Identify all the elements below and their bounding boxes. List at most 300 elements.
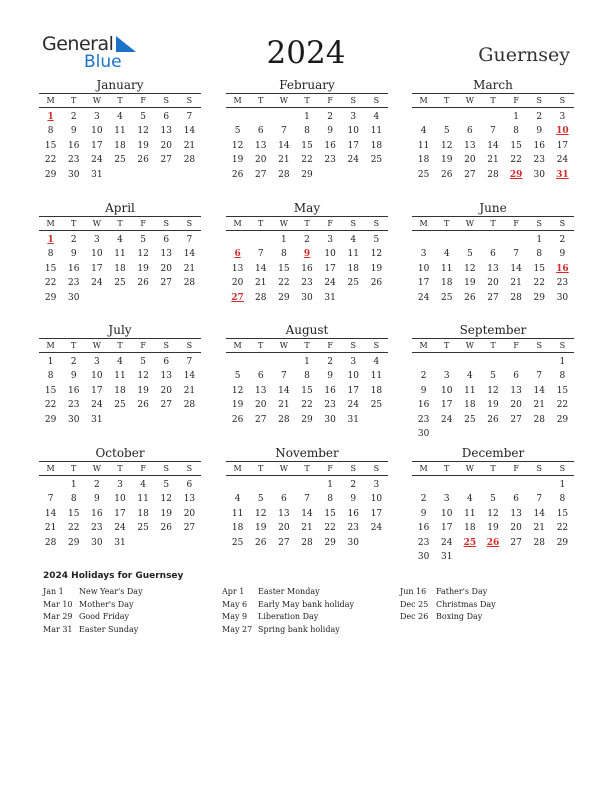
empty-cell xyxy=(249,110,272,124)
weekday-label: S xyxy=(350,341,357,350)
days-grid xyxy=(412,478,574,564)
logo-blue-text: Blue xyxy=(84,52,122,72)
weekday-label: T xyxy=(71,96,77,105)
day-cell: 11 xyxy=(114,249,126,260)
day-cell: 7 xyxy=(280,371,287,382)
day-cell: 8 xyxy=(70,494,77,505)
day-cell: 12 xyxy=(137,126,149,137)
day-cell: 16 xyxy=(91,508,103,519)
day-cell: 29 xyxy=(44,414,57,425)
day-cell: 30 xyxy=(67,292,80,303)
day-cell: 23 xyxy=(417,414,430,425)
holiday-name: Boxing Day xyxy=(436,612,483,621)
day-cell: 12 xyxy=(254,508,267,519)
weekday-label: F xyxy=(327,341,333,350)
day-cell: 30 xyxy=(67,414,80,425)
month-title: July xyxy=(108,323,132,337)
day-cell: 2 xyxy=(70,357,77,367)
day-cell: 3 xyxy=(350,357,357,367)
holiday-date: May 6 xyxy=(222,599,248,609)
month-march xyxy=(412,78,574,182)
month-title: October xyxy=(95,446,145,460)
day-cell: 17 xyxy=(114,508,126,519)
weekday-label: T xyxy=(444,96,450,105)
day-cell: 26 xyxy=(160,523,172,534)
day-cell: 7 xyxy=(304,494,310,505)
day-cell: 6 xyxy=(163,112,170,122)
month-title: February xyxy=(279,78,335,92)
day-cell: 4 xyxy=(466,371,473,382)
day-cell: 28 xyxy=(510,292,522,303)
day-cell: 25 xyxy=(370,400,383,411)
weekday-label: T xyxy=(258,96,264,105)
day-cell: 10 xyxy=(91,249,103,260)
weekday-label: S xyxy=(163,219,170,228)
day-cell: 4 xyxy=(117,357,123,367)
month-july xyxy=(39,323,201,427)
holiday-item xyxy=(222,624,354,637)
weekday-label: S xyxy=(350,219,357,228)
day-cell: 13 xyxy=(183,494,196,505)
day-cell: 15 xyxy=(324,508,336,519)
day-cell: 21 xyxy=(533,400,545,411)
day-cell: 15 xyxy=(556,385,569,396)
weekday-header xyxy=(226,461,388,476)
empty-cell xyxy=(505,478,528,492)
day-cell: 8 xyxy=(559,371,566,382)
day-cell: 9 xyxy=(327,371,333,382)
day-cell: 9 xyxy=(559,249,566,260)
day-cell: 19 xyxy=(464,278,476,289)
day-cell: 31 xyxy=(347,414,359,425)
holiday-name: Easter Monday xyxy=(258,587,320,596)
weekday-label: F xyxy=(513,219,519,228)
empty-cell xyxy=(458,233,481,247)
empty-cell xyxy=(249,233,272,247)
weekday-header xyxy=(412,461,574,476)
day-cell: 25 xyxy=(370,155,383,166)
day-cell: 15 xyxy=(510,140,522,151)
empty-cell xyxy=(481,355,504,369)
holiday-date: Mar 10 xyxy=(43,599,73,609)
day-cell: 22 xyxy=(301,400,313,411)
day-cell: 3 xyxy=(443,494,450,505)
weekday-label: T xyxy=(490,464,496,473)
day-cell: 13 xyxy=(160,249,172,260)
day-cell: 5 xyxy=(443,126,450,137)
day-cell: 1 xyxy=(513,112,519,122)
day-cell: 24 xyxy=(417,292,430,303)
weekday-label: M xyxy=(419,464,428,473)
day-cell: 22 xyxy=(44,155,57,166)
holiday-day-cell: 9 xyxy=(303,249,311,260)
day-cell: 22 xyxy=(44,278,57,289)
empty-cell xyxy=(412,478,435,492)
empty-cell xyxy=(435,110,458,124)
day-cell: 24 xyxy=(440,537,453,548)
day-cell: 28 xyxy=(487,169,499,180)
holiday-item xyxy=(43,586,143,599)
holiday-name: Mother's Day xyxy=(79,599,134,609)
day-cell: 25 xyxy=(114,278,126,289)
day-cell: 30 xyxy=(91,537,103,548)
holiday-name: Easter Sunday xyxy=(79,624,139,634)
day-cell: 23 xyxy=(91,523,103,534)
day-cell: 22 xyxy=(556,400,569,411)
days-grid xyxy=(226,355,388,427)
day-cell: 12 xyxy=(137,371,149,382)
day-cell: 12 xyxy=(370,249,383,260)
day-cell: 18 xyxy=(231,523,244,534)
day-cell: 28 xyxy=(533,537,545,548)
day-cell: 10 xyxy=(370,494,383,505)
weekday-label: T xyxy=(490,96,496,105)
weekday-label: T xyxy=(258,341,264,350)
day-cell: 4 xyxy=(234,494,241,505)
weekday-label: T xyxy=(304,464,310,473)
day-cell: 20 xyxy=(160,263,172,274)
day-cell: 31 xyxy=(91,414,103,425)
day-cell: 16 xyxy=(417,523,430,534)
day-cell: 13 xyxy=(510,385,522,396)
days-grid xyxy=(412,355,574,441)
weekday-label: T xyxy=(258,464,264,473)
weekday-header xyxy=(39,338,201,353)
day-cell: 4 xyxy=(117,235,123,245)
day-cell: 3 xyxy=(327,235,333,245)
day-cell: 21 xyxy=(278,155,290,166)
day-cell: 11 xyxy=(370,126,383,137)
day-cell: 16 xyxy=(67,140,80,151)
weekday-header xyxy=(226,93,388,108)
month-title: November xyxy=(275,446,339,460)
day-cell: 3 xyxy=(93,357,100,367)
day-cell: 19 xyxy=(370,263,383,274)
day-cell: 4 xyxy=(466,494,473,505)
day-cell: 5 xyxy=(466,249,473,260)
days-grid xyxy=(226,233,388,305)
holiday-day-cell: 29 xyxy=(509,169,523,180)
holiday-item xyxy=(222,599,354,612)
day-cell: 16 xyxy=(417,400,430,411)
day-cell: 1 xyxy=(47,357,54,367)
holiday-column xyxy=(400,586,496,624)
day-cell: 25 xyxy=(440,292,453,303)
day-cell: 1 xyxy=(304,357,310,367)
logo-general-text: General xyxy=(42,33,114,55)
day-cell: 19 xyxy=(487,523,499,534)
day-cell: 25 xyxy=(417,169,430,180)
weekday-label: S xyxy=(536,96,543,105)
day-cell: 24 xyxy=(556,155,569,166)
day-cell: 2 xyxy=(327,357,333,367)
day-cell: 20 xyxy=(510,523,522,534)
weekday-label: T xyxy=(444,464,450,473)
day-cell: 6 xyxy=(186,480,193,490)
day-cell: 29 xyxy=(324,537,336,548)
day-cell: 29 xyxy=(556,414,569,425)
day-cell: 29 xyxy=(278,292,290,303)
month-january xyxy=(39,78,201,182)
holiday-day-cell: 1 xyxy=(47,112,54,122)
holidays-title: 2024 Holidays for Guernsey xyxy=(43,571,184,581)
weekday-label: T xyxy=(304,341,310,350)
day-cell: 24 xyxy=(114,523,126,534)
day-cell: 19 xyxy=(137,140,149,151)
empty-cell xyxy=(458,355,481,369)
day-cell: 26 xyxy=(137,400,149,411)
empty-cell xyxy=(481,233,504,247)
day-cell: 13 xyxy=(510,508,522,519)
day-cell: 22 xyxy=(44,400,57,411)
weekday-label: S xyxy=(186,219,193,228)
day-cell: 11 xyxy=(440,263,453,274)
day-cell: 14 xyxy=(183,249,196,260)
day-cell: 23 xyxy=(67,400,80,411)
empty-cell xyxy=(226,110,249,124)
day-cell: 23 xyxy=(324,155,336,166)
day-cell: 27 xyxy=(160,400,172,411)
empty-cell xyxy=(481,478,504,492)
day-cell: 7 xyxy=(536,371,543,382)
holiday-day-cell: 26 xyxy=(486,537,500,548)
empty-cell xyxy=(505,355,528,369)
month-december xyxy=(412,446,574,564)
day-cell: 21 xyxy=(301,523,313,534)
day-cell: 13 xyxy=(278,508,290,519)
weekday-label: M xyxy=(46,219,55,228)
weekday-label: S xyxy=(186,96,193,105)
day-cell: 23 xyxy=(533,155,545,166)
weekday-label: S xyxy=(350,96,357,105)
weekday-label: S xyxy=(186,464,193,473)
weekday-label: T xyxy=(490,219,496,228)
weekday-label: M xyxy=(233,341,242,350)
days-grid xyxy=(226,478,388,550)
day-cell: 14 xyxy=(254,263,267,274)
month-title: March xyxy=(473,78,513,92)
day-cell: 10 xyxy=(324,249,336,260)
empty-cell xyxy=(435,478,458,492)
day-cell: 17 xyxy=(324,263,336,274)
day-cell: 10 xyxy=(440,385,453,396)
weekday-label: T xyxy=(117,341,123,350)
day-cell: 17 xyxy=(91,385,103,396)
day-cell: 20 xyxy=(254,400,267,411)
day-cell: 3 xyxy=(559,112,566,122)
day-cell: 15 xyxy=(301,140,313,151)
empty-cell xyxy=(412,110,435,124)
day-cell: 17 xyxy=(556,140,569,151)
day-cell: 24 xyxy=(440,414,453,425)
day-cell: 19 xyxy=(231,400,244,411)
month-june xyxy=(412,201,574,305)
day-cell: 14 xyxy=(183,126,196,137)
day-cell: 24 xyxy=(347,155,359,166)
weekday-label: F xyxy=(513,96,519,105)
day-cell: 13 xyxy=(487,263,499,274)
day-cell: 25 xyxy=(114,400,126,411)
day-cell: 8 xyxy=(513,126,519,137)
day-cell: 7 xyxy=(186,235,193,245)
country-name: Guernsey xyxy=(478,44,570,66)
weekday-label: M xyxy=(419,219,428,228)
day-cell: 7 xyxy=(536,494,543,505)
holiday-date: Jun 16 xyxy=(400,587,427,596)
day-cell: 9 xyxy=(70,126,77,137)
day-cell: 15 xyxy=(278,263,290,274)
day-cell: 25 xyxy=(114,155,126,166)
day-cell: 29 xyxy=(44,292,57,303)
day-cell: 31 xyxy=(91,169,103,180)
day-cell: 26 xyxy=(231,169,244,180)
day-cell: 13 xyxy=(254,385,267,396)
day-cell: 31 xyxy=(324,292,336,303)
holiday-day-cell: 1 xyxy=(47,235,54,245)
day-cell: 31 xyxy=(114,537,126,548)
day-cell: 10 xyxy=(347,371,359,382)
day-cell: 22 xyxy=(67,523,80,534)
weekday-label: F xyxy=(327,219,333,228)
day-cell: 19 xyxy=(231,155,244,166)
day-cell: 25 xyxy=(464,414,476,425)
days-grid xyxy=(39,110,201,182)
day-cell: 2 xyxy=(70,112,77,122)
holiday-date: May 27 xyxy=(222,624,253,634)
weekday-label: F xyxy=(327,96,333,105)
empty-cell xyxy=(39,478,62,492)
holiday-name: Early May bank holiday xyxy=(258,599,355,609)
day-cell: 2 xyxy=(70,235,77,245)
day-cell: 26 xyxy=(137,155,149,166)
day-cell: 19 xyxy=(440,155,453,166)
day-cell: 21 xyxy=(510,278,522,289)
day-cell: 22 xyxy=(510,155,522,166)
day-cell: 1 xyxy=(536,235,543,245)
day-cell: 8 xyxy=(536,249,543,260)
weekday-label: W xyxy=(92,96,101,105)
weekday-label: T xyxy=(304,96,310,105)
day-cell: 1 xyxy=(327,480,333,490)
month-november xyxy=(226,446,388,550)
empty-cell xyxy=(505,233,528,247)
day-cell: 9 xyxy=(350,494,357,505)
days-grid xyxy=(39,478,201,550)
day-cell: 29 xyxy=(533,292,545,303)
day-cell: 30 xyxy=(67,169,80,180)
holiday-name: Spring bank holiday xyxy=(258,624,340,634)
day-cell: 5 xyxy=(140,357,146,367)
weekday-label: S xyxy=(373,341,380,350)
day-cell: 21 xyxy=(533,523,545,534)
holiday-date: Dec 25 xyxy=(400,599,429,609)
weekday-label: W xyxy=(465,96,474,105)
days-grid xyxy=(412,233,574,305)
day-cell: 2 xyxy=(559,235,566,245)
weekday-label: T xyxy=(258,219,264,228)
day-cell: 27 xyxy=(160,155,172,166)
holiday-day-cell: 31 xyxy=(556,169,569,180)
holiday-column xyxy=(43,586,143,636)
day-cell: 9 xyxy=(536,126,543,137)
holiday-name: Father's Day xyxy=(436,587,488,596)
weekday-label: S xyxy=(536,464,543,473)
holiday-date: Dec 26 xyxy=(400,612,429,621)
day-cell: 24 xyxy=(91,400,103,411)
day-cell: 21 xyxy=(487,155,499,166)
day-cell: 12 xyxy=(231,385,244,396)
weekday-label: M xyxy=(233,464,242,473)
weekday-label: W xyxy=(92,219,101,228)
day-cell: 6 xyxy=(466,126,473,137)
weekday-label: M xyxy=(46,341,55,350)
day-cell: 16 xyxy=(324,385,336,396)
weekday-label: S xyxy=(559,219,566,228)
day-cell: 1 xyxy=(559,357,566,367)
holiday-name: Liberation Day xyxy=(258,612,319,621)
day-cell: 5 xyxy=(257,494,264,505)
holiday-item xyxy=(222,586,354,599)
day-cell: 30 xyxy=(324,414,336,425)
day-cell: 18 xyxy=(114,140,126,151)
day-cell: 12 xyxy=(487,385,499,396)
empty-cell xyxy=(458,478,481,492)
day-cell: 8 xyxy=(280,249,287,260)
day-cell: 4 xyxy=(140,480,146,490)
day-cell: 17 xyxy=(347,385,359,396)
day-cell: 14 xyxy=(183,371,196,382)
day-cell: 7 xyxy=(280,126,287,137)
weekday-label: F xyxy=(140,464,146,473)
day-cell: 8 xyxy=(304,371,310,382)
day-cell: 27 xyxy=(254,414,267,425)
holiday-column xyxy=(222,586,354,636)
day-cell: 6 xyxy=(257,126,264,137)
weekday-header xyxy=(412,338,574,353)
weekday-label: T xyxy=(444,341,450,350)
day-cell: 8 xyxy=(327,494,333,505)
day-cell: 18 xyxy=(114,385,126,396)
holiday-item xyxy=(400,586,496,599)
empty-cell xyxy=(226,478,249,492)
day-cell: 27 xyxy=(183,523,196,534)
day-cell: 20 xyxy=(231,278,244,289)
day-cell: 10 xyxy=(417,263,430,274)
day-cell: 3 xyxy=(420,249,427,260)
holiday-date: Apr 1 xyxy=(222,587,245,596)
holiday-item xyxy=(400,599,496,612)
month-february xyxy=(226,78,388,182)
holiday-item xyxy=(222,611,354,624)
weekday-label: S xyxy=(373,464,380,473)
month-title: May xyxy=(293,201,321,215)
day-cell: 6 xyxy=(257,371,264,382)
day-cell: 30 xyxy=(556,292,569,303)
weekday-header xyxy=(39,93,201,108)
day-cell: 27 xyxy=(278,537,290,548)
day-cell: 30 xyxy=(301,292,313,303)
day-cell: 20 xyxy=(254,155,267,166)
weekday-label: M xyxy=(419,96,428,105)
day-cell: 18 xyxy=(347,263,359,274)
day-cell: 27 xyxy=(510,537,522,548)
day-cell: 15 xyxy=(44,263,57,274)
day-cell: 9 xyxy=(70,249,77,260)
day-cell: 4 xyxy=(373,357,380,367)
day-cell: 4 xyxy=(117,112,123,122)
day-cell: 28 xyxy=(183,155,196,166)
day-cell: 8 xyxy=(47,126,54,137)
